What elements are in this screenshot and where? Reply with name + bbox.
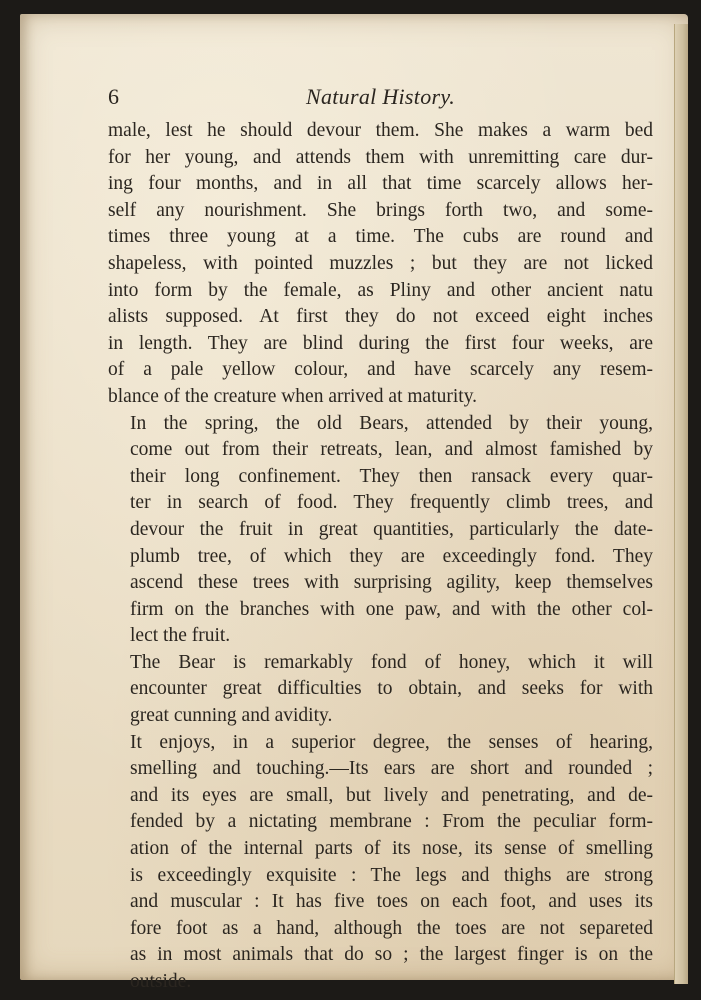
text-line: and muscular : It has five toes on each foot, and uses its	[130, 891, 653, 913]
text-line: and its eyes are small, but lively and penetrating, and de-	[130, 784, 653, 806]
text-line: It enjoys, in a superior degree, the senses of hearing,	[130, 731, 653, 753]
text-line: is exceedingly exquisite : The legs and thighs are strong	[130, 864, 653, 886]
text-line: as in most animals that do so ; the largest finger is on the	[130, 944, 653, 966]
paragraph-2	[108, 411, 653, 650]
text-line: come out from their retreats, lean, and almost famished by	[130, 439, 653, 461]
text-line: ing four months, and in all that time scarcely allows her-	[108, 173, 653, 195]
text-line: devour the fruit in great quantities, particularly the date-	[130, 518, 653, 540]
text-line: The Bear is remarkably fond of honey, which it will	[130, 651, 653, 673]
text-line: smelling and touching.—Its ears are short and rounded ;	[130, 758, 653, 780]
paragraph-4	[108, 730, 653, 996]
text-line: plumb tree, of which they are exceedingly fond. They	[130, 545, 653, 567]
paragraph-1	[108, 118, 653, 411]
page-number: 6	[108, 84, 119, 109]
text-line: for her young, and attends them with unremitting care dur-	[108, 146, 653, 168]
text-line: blance of the creature when arrived at maturity.	[108, 385, 478, 407]
text-line: male, lest he should devour them. She makes a warm bed	[108, 120, 653, 141]
text-line: fended by a nictating membrane : From the peculiar form-	[130, 811, 653, 833]
text-line: alists supposed. At first they do not exceed eight inches	[108, 306, 653, 328]
text-line: times three young at a time. The cubs are round and	[108, 226, 653, 248]
text-line: firm on the branches with one paw, and with the other col-	[130, 598, 653, 620]
text-line: ter in search of food. They frequently climb trees, and	[130, 492, 653, 514]
text-line: great cunning and avidity.	[130, 705, 333, 727]
text-line: in length. They are blind during the first four weeks, are	[108, 332, 653, 354]
next-page-edge	[674, 24, 688, 984]
text-line: ascend these trees with surprising agility, keep themselves	[130, 572, 653, 594]
text-line: ation of the internal parts of its nose, its sense of smelling	[130, 838, 653, 860]
running-head	[108, 80, 653, 110]
paragraph-3	[108, 650, 653, 730]
text-line: into form by the female, as Pliny and other ancient natu	[108, 279, 653, 301]
page-content	[108, 80, 653, 996]
book-page	[20, 14, 688, 992]
body-text	[108, 118, 653, 996]
text-line: outside.	[130, 971, 192, 992]
running-title: Natural History.	[305, 84, 456, 109]
text-line: encounter great difficulties to obtain, and seeks for with	[130, 678, 653, 700]
text-line: their long confinement. They then ransack every quar-	[130, 465, 653, 487]
text-line: self any nourishment. She brings forth two, and some-	[108, 199, 653, 221]
text-line: fore foot as a hand, although the toes are not separeted	[130, 917, 653, 939]
text-line: shapeless, with pointed muzzles ; but they are not licked	[108, 252, 653, 274]
text-line: lect the fruit.	[130, 625, 231, 647]
text-line: of a pale yellow colour, and have scarcely any resem-	[108, 359, 653, 381]
text-line: In the spring, the old Bears, attended by their young,	[130, 412, 653, 434]
